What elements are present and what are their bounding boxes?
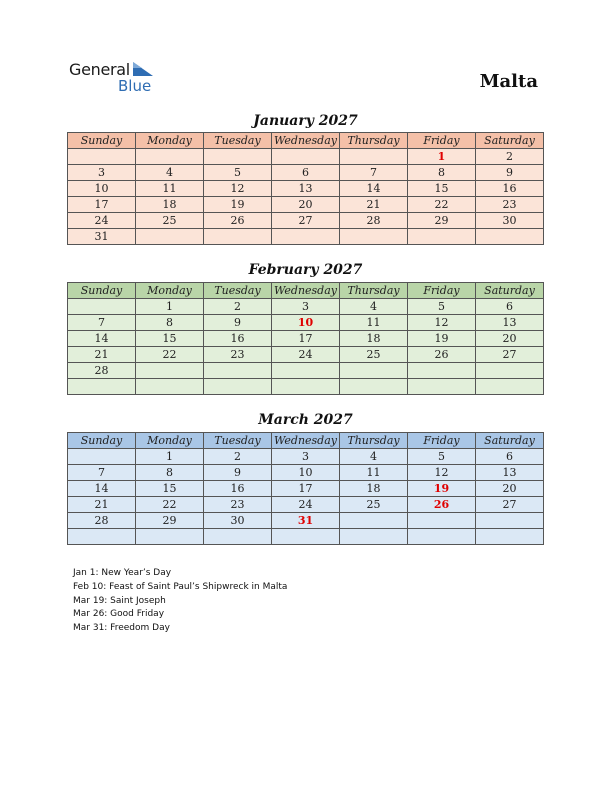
day-cell: 1 xyxy=(408,149,476,165)
day-cell: 11 xyxy=(136,181,204,197)
weekday-header: Saturday xyxy=(476,283,544,299)
weekday-header: Saturday xyxy=(476,433,544,449)
day-cell: 30 xyxy=(204,513,272,529)
day-cell: 4 xyxy=(340,449,408,465)
week-row xyxy=(68,213,544,229)
weekday-header: Sunday xyxy=(68,433,136,449)
weekday-header: Sunday xyxy=(68,283,136,299)
day-cell: 26 xyxy=(408,497,476,513)
day-cell: 28 xyxy=(68,363,136,379)
day-cell: 16 xyxy=(204,481,272,497)
day-cell xyxy=(68,299,136,315)
day-cell: 9 xyxy=(476,165,544,181)
week-row xyxy=(68,197,544,213)
weekday-header-row xyxy=(68,433,544,449)
day-cell xyxy=(136,149,204,165)
weekday-header-row xyxy=(68,133,544,149)
day-cell xyxy=(272,379,340,395)
day-cell: 28 xyxy=(68,513,136,529)
day-cell xyxy=(408,513,476,529)
day-cell: 6 xyxy=(476,299,544,315)
weekday-header: Thursday xyxy=(340,283,408,299)
holiday-item: Jan 1: New Year’s Day xyxy=(73,568,172,578)
day-cell: 31 xyxy=(68,229,136,245)
day-cell xyxy=(136,229,204,245)
day-cell xyxy=(340,149,408,165)
weekday-header: Monday xyxy=(136,133,204,149)
day-cell: 25 xyxy=(340,497,408,513)
day-cell: 28 xyxy=(340,213,408,229)
day-cell: 20 xyxy=(476,331,544,347)
month-title-january: January 2027 xyxy=(253,113,358,129)
week-row xyxy=(68,497,544,513)
day-cell: 11 xyxy=(340,465,408,481)
day-cell xyxy=(136,379,204,395)
week-row xyxy=(68,379,544,395)
day-cell: 14 xyxy=(68,481,136,497)
day-cell xyxy=(68,379,136,395)
day-cell: 17 xyxy=(272,331,340,347)
day-cell: 5 xyxy=(204,165,272,181)
day-cell xyxy=(476,229,544,245)
day-cell xyxy=(204,149,272,165)
day-cell: 5 xyxy=(408,449,476,465)
weekday-header: Tuesday xyxy=(204,283,272,299)
calendar-march xyxy=(67,432,544,545)
day-cell: 10 xyxy=(272,465,340,481)
day-cell: 23 xyxy=(204,347,272,363)
day-cell xyxy=(476,513,544,529)
day-cell: 20 xyxy=(272,197,340,213)
week-row xyxy=(68,149,544,165)
week-row xyxy=(68,449,544,465)
day-cell xyxy=(408,363,476,379)
day-cell: 2 xyxy=(204,449,272,465)
day-cell: 21 xyxy=(340,197,408,213)
day-cell: 5 xyxy=(408,299,476,315)
calendar-january xyxy=(67,132,544,245)
week-row xyxy=(68,331,544,347)
day-cell: 20 xyxy=(476,481,544,497)
weekday-header-row xyxy=(68,283,544,299)
day-cell: 6 xyxy=(476,449,544,465)
day-cell: 2 xyxy=(476,149,544,165)
day-cell: 19 xyxy=(408,481,476,497)
day-cell: 6 xyxy=(272,165,340,181)
day-cell: 26 xyxy=(204,213,272,229)
day-cell: 1 xyxy=(136,299,204,315)
day-cell: 18 xyxy=(340,331,408,347)
day-cell xyxy=(476,529,544,545)
day-cell: 1 xyxy=(136,449,204,465)
day-cell xyxy=(340,379,408,395)
day-cell: 17 xyxy=(68,197,136,213)
day-cell: 17 xyxy=(272,481,340,497)
calendar-february xyxy=(67,282,544,395)
weekday-header: Monday xyxy=(136,433,204,449)
day-cell: 18 xyxy=(340,481,408,497)
day-cell: 11 xyxy=(340,315,408,331)
day-cell: 21 xyxy=(68,497,136,513)
day-cell: 12 xyxy=(408,465,476,481)
day-cell xyxy=(136,363,204,379)
holiday-list xyxy=(73,567,287,636)
day-cell: 13 xyxy=(476,465,544,481)
day-cell: 27 xyxy=(476,347,544,363)
day-cell: 14 xyxy=(340,181,408,197)
day-cell: 22 xyxy=(408,197,476,213)
day-cell xyxy=(204,379,272,395)
day-cell: 4 xyxy=(136,165,204,181)
day-cell: 8 xyxy=(136,315,204,331)
day-cell xyxy=(204,229,272,245)
day-cell: 12 xyxy=(204,181,272,197)
day-cell xyxy=(272,229,340,245)
weekday-header: Sunday xyxy=(68,133,136,149)
week-row xyxy=(68,363,544,379)
week-row xyxy=(68,465,544,481)
day-cell: 23 xyxy=(204,497,272,513)
weekday-header: Friday xyxy=(408,433,476,449)
weekday-header: Friday xyxy=(408,283,476,299)
day-cell xyxy=(340,363,408,379)
month-title-march: March 2027 xyxy=(258,412,353,428)
holiday-item: Feb 10: Feast of Saint Paul’s Shipwreck in Malta xyxy=(73,581,288,592)
day-cell: 4 xyxy=(340,299,408,315)
day-cell: 31 xyxy=(272,513,340,529)
weekday-header: Wednesday xyxy=(272,433,340,449)
day-cell xyxy=(136,529,204,545)
day-cell: 10 xyxy=(68,181,136,197)
weekday-header: Thursday xyxy=(340,433,408,449)
day-cell: 2 xyxy=(204,299,272,315)
day-cell: 16 xyxy=(476,181,544,197)
day-cell: 3 xyxy=(68,165,136,181)
day-cell xyxy=(68,529,136,545)
day-cell: 24 xyxy=(272,347,340,363)
day-cell: 24 xyxy=(68,213,136,229)
day-cell: 29 xyxy=(408,213,476,229)
day-cell: 26 xyxy=(408,347,476,363)
day-cell xyxy=(204,529,272,545)
day-cell: 18 xyxy=(136,197,204,213)
day-cell xyxy=(272,149,340,165)
day-cell: 13 xyxy=(272,181,340,197)
weekday-header: Tuesday xyxy=(204,433,272,449)
day-cell: 22 xyxy=(136,497,204,513)
day-cell xyxy=(408,529,476,545)
week-row xyxy=(68,347,544,363)
week-row xyxy=(68,481,544,497)
day-cell xyxy=(340,513,408,529)
week-row xyxy=(68,513,544,529)
day-cell: 15 xyxy=(408,181,476,197)
day-cell: 21 xyxy=(68,347,136,363)
weekday-header: Tuesday xyxy=(204,133,272,149)
day-cell xyxy=(272,363,340,379)
holiday-item: Mar 31: Freedom Day xyxy=(73,623,170,634)
day-cell: 24 xyxy=(272,497,340,513)
logo-text-general: General xyxy=(69,60,130,79)
day-cell: 27 xyxy=(476,497,544,513)
weekday-header: Wednesday xyxy=(272,283,340,299)
week-row xyxy=(68,299,544,315)
day-cell xyxy=(68,149,136,165)
day-cell: 15 xyxy=(136,331,204,347)
day-cell xyxy=(476,363,544,379)
holiday-item: Mar 19: Saint Joseph xyxy=(73,595,166,606)
day-cell: 23 xyxy=(476,197,544,213)
day-cell: 19 xyxy=(408,331,476,347)
day-cell: 16 xyxy=(204,331,272,347)
day-cell xyxy=(340,529,408,545)
day-cell: 13 xyxy=(476,315,544,331)
week-row xyxy=(68,181,544,197)
week-row xyxy=(68,529,544,545)
day-cell xyxy=(476,379,544,395)
day-cell xyxy=(408,229,476,245)
day-cell: 7 xyxy=(68,465,136,481)
day-cell: 9 xyxy=(204,465,272,481)
day-cell: 29 xyxy=(136,513,204,529)
day-cell xyxy=(340,229,408,245)
day-cell xyxy=(204,363,272,379)
day-cell: 12 xyxy=(408,315,476,331)
day-cell: 19 xyxy=(204,197,272,213)
day-cell xyxy=(68,449,136,465)
day-cell: 3 xyxy=(272,299,340,315)
day-cell xyxy=(272,529,340,545)
day-cell: 7 xyxy=(340,165,408,181)
day-cell: 8 xyxy=(408,165,476,181)
day-cell: 3 xyxy=(272,449,340,465)
month-title-february: February 2027 xyxy=(248,262,363,278)
day-cell: 22 xyxy=(136,347,204,363)
weekday-header: Thursday xyxy=(340,133,408,149)
weekday-header: Wednesday xyxy=(272,133,340,149)
week-row xyxy=(68,165,544,181)
day-cell: 25 xyxy=(340,347,408,363)
weekday-header: Monday xyxy=(136,283,204,299)
day-cell: 9 xyxy=(204,315,272,331)
day-cell: 25 xyxy=(136,213,204,229)
day-cell: 10 xyxy=(272,315,340,331)
week-row xyxy=(68,315,544,331)
logo xyxy=(69,60,169,100)
day-cell: 27 xyxy=(272,213,340,229)
weekday-header: Saturday xyxy=(476,133,544,149)
day-cell: 8 xyxy=(136,465,204,481)
country-title: Malta xyxy=(479,71,538,92)
logo-text-blue: Blue xyxy=(118,77,152,95)
day-cell: 14 xyxy=(68,331,136,347)
day-cell: 30 xyxy=(476,213,544,229)
holiday-item: Mar 26: Good Friday xyxy=(73,609,165,620)
day-cell: 15 xyxy=(136,481,204,497)
day-cell xyxy=(408,379,476,395)
weekday-header: Friday xyxy=(408,133,476,149)
logo-triangle-icon xyxy=(133,62,153,76)
week-row xyxy=(68,229,544,245)
day-cell: 7 xyxy=(68,315,136,331)
